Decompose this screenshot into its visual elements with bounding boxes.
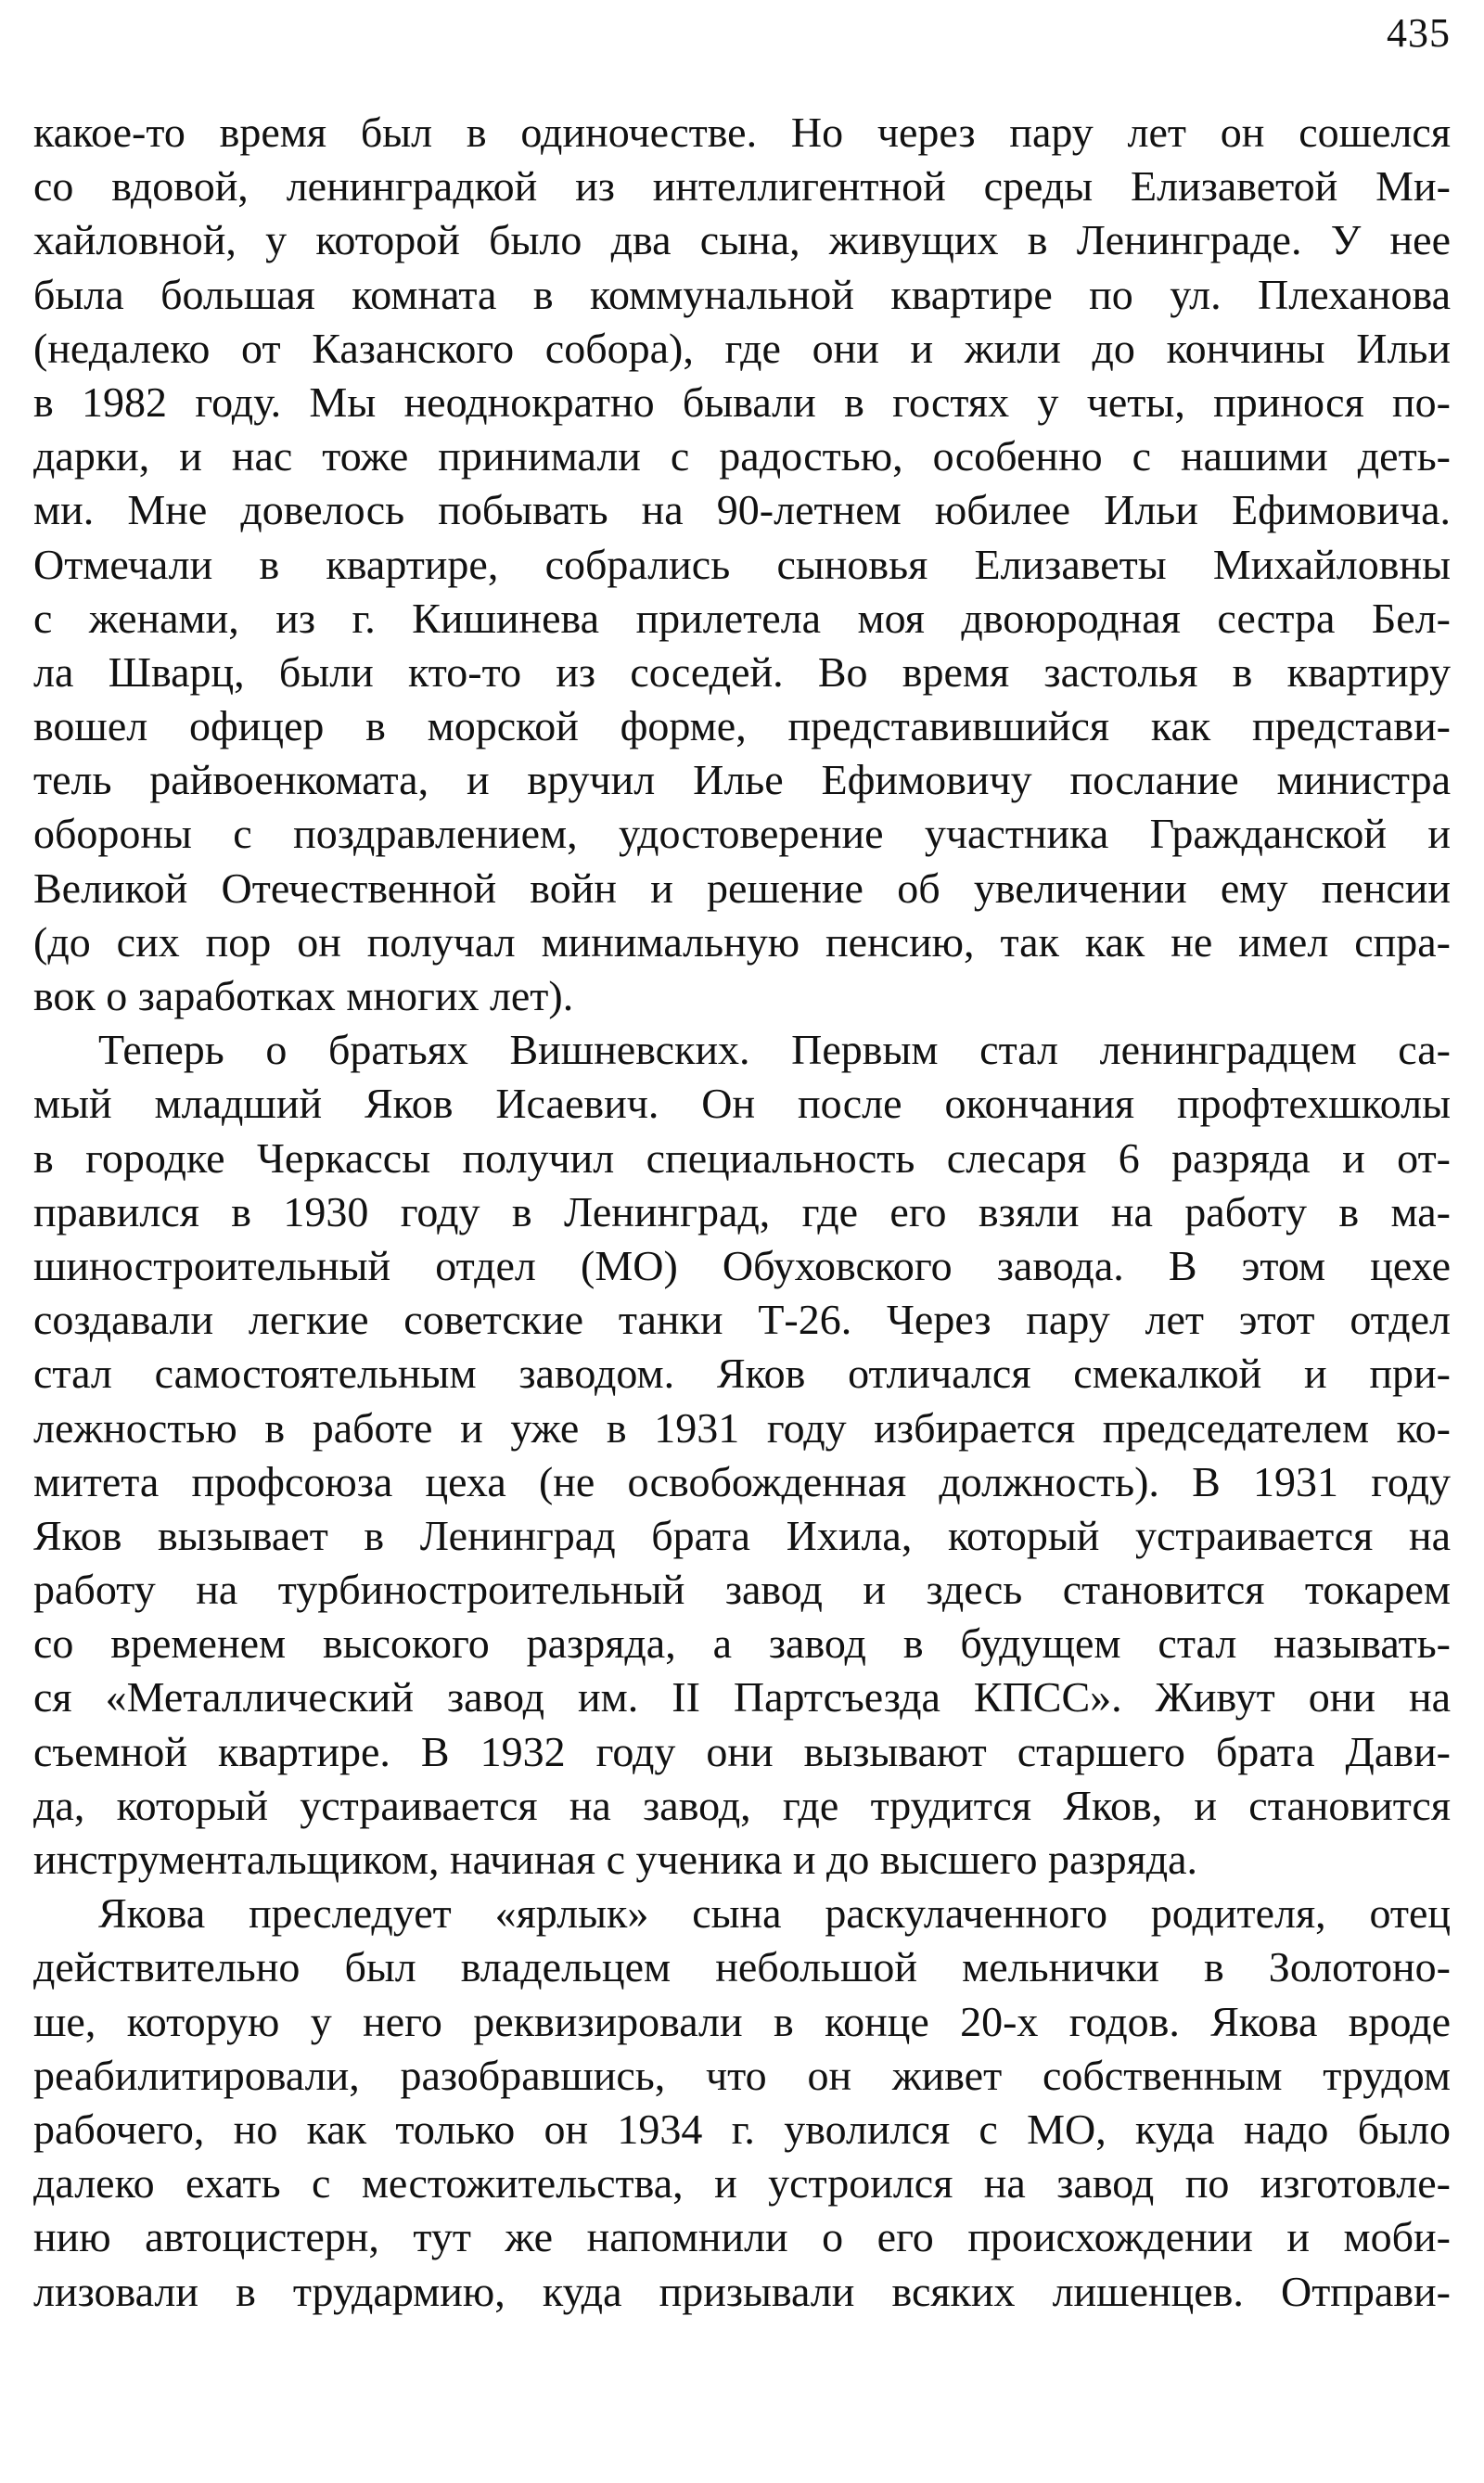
text-line: в городке Черкассы получил специальность слесаря 6 разряда и от-	[33, 1133, 1451, 1182]
text-line: нию автоцистерн, тут же напомнили о его происхождении и моби-	[33, 2213, 1451, 2261]
paragraph-last-line: инструментальщиком, начиная с ученика и до высшего разряда.	[33, 1836, 1198, 1883]
text-line: лизовали в трудармию, куда призывали всяких лишенцев. Отправи-	[33, 2267, 1451, 2315]
text-line: хайловной, у которой было два сына, живущих в Ленинграде. У нее	[33, 216, 1451, 264]
text-line: создавали легкие советские танки Т-26. Через пару лет этот отдел	[33, 1296, 1451, 1344]
text-line: съемной квартире. В 1932 году они вызывают старшего брата Дави-	[33, 1727, 1451, 1775]
text-line: митета профсоюза цеха (не освобожденная должность). В 1931 году	[33, 1457, 1451, 1505]
text-line: правился в 1930 году в Ленинград, где его взяли на работу в ма-	[33, 1187, 1451, 1235]
text-line: дарки, и нас тоже принимали с радостью, особенно с нашими деть-	[33, 432, 1451, 480]
text-line: со вдовой, ленинградкой из интеллигентной среды Елизаветой Ми-	[33, 162, 1451, 211]
text-line: ла Шварц, были кто-то из соседей. Во время застолья в квартиру	[33, 647, 1451, 696]
text-line: с женами, из г. Кишинева прилетела моя двоюродная сестра Бел-	[33, 594, 1451, 642]
text-line: обороны с поздравлением, удостоверение участника Гражданской и	[33, 810, 1451, 858]
text-line: в 1982 году. Мы неоднократно бывали в гостях у четы, принося по-	[33, 378, 1451, 426]
text-line: Яков вызывает в Ленинград брата Ихила, который устраивается на	[33, 1511, 1451, 1559]
text-line: действительно был владельцем небольшой мельнички в Золотоно-	[33, 1943, 1451, 1991]
text-line: мый младший Яков Исаевич. Он после окончания профтехшколы	[33, 1080, 1451, 1128]
paragraph-first-line: Теперь о братьях Вишневских. Первым стал ленинградцем са-	[98, 1026, 1451, 1074]
page-number: 435	[1387, 10, 1451, 56]
text-line: стал самостоятельным заводом. Яков отличался смекалкой и при-	[33, 1350, 1451, 1398]
text-line: да, который устраивается на завод, где трудится Яков, и становится	[33, 1781, 1451, 1829]
text-line: ше, которую у него реквизировали в конце 20-х годов. Якова вроде	[33, 1997, 1451, 2045]
text-line: тель райвоенкомата, и вручил Илье Ефимовичу послание министра	[33, 756, 1451, 804]
text-line: Великой Отечественной войн и решение об увеличении ему пенсии	[33, 864, 1451, 912]
text-line: (до сих пор он получал минимальную пенсию, так как не имел спра-	[33, 917, 1451, 966]
text-line: реабилитировали, разобравшись, что он живет собственным трудом	[33, 2051, 1451, 2099]
text-line: Отмечали в квартире, собрались сыновья Елизаветы Михайловны	[33, 540, 1451, 588]
text-line: шиностроительный отдел (МО) Обуховского завода. В этом цехе	[33, 1241, 1451, 1289]
text-line: со временем высокого разряда, а завод в будущем стал называть-	[33, 1619, 1451, 1668]
text-line: ся «Металлический завод им. II Партсъезда КПСС». Живут они на	[33, 1673, 1451, 1721]
paragraph-last-line: вок о заработках многих лет).	[33, 972, 574, 1019]
body-text	[33, 106, 1451, 2319]
text-line: вошел офицер в морской форме, представившийся как представи-	[33, 702, 1451, 750]
text-line: была большая комната в коммунальной квартире по ул. Плеханова	[33, 270, 1451, 318]
text-line: работу на турбиностроительный завод и здесь становится токарем	[33, 1566, 1451, 1614]
text-line: лежностью в работе и уже в 1931 году избирается председателем ко-	[33, 1403, 1451, 1452]
text-line: далеко ехать с местожительства, и устроился на завод по изготовле-	[33, 2159, 1451, 2208]
paragraph-first-line: Якова преследует «ярлык» сына раскулаченного родителя, отец	[98, 1889, 1451, 1938]
text-line: какое-то время был в одиночестве. Но через пару лет он сошелся	[33, 109, 1451, 156]
text-line: ми. Мне довелось побывать на 90-летнем юбилее Ильи Ефимовича.	[33, 486, 1451, 534]
text-line: (недалеко от Казанского собора), где они и жили до кончины Ильи	[33, 324, 1451, 372]
text-line: рабочего, но как только он 1934 г. уволился с МО, куда надо было	[33, 2105, 1451, 2153]
